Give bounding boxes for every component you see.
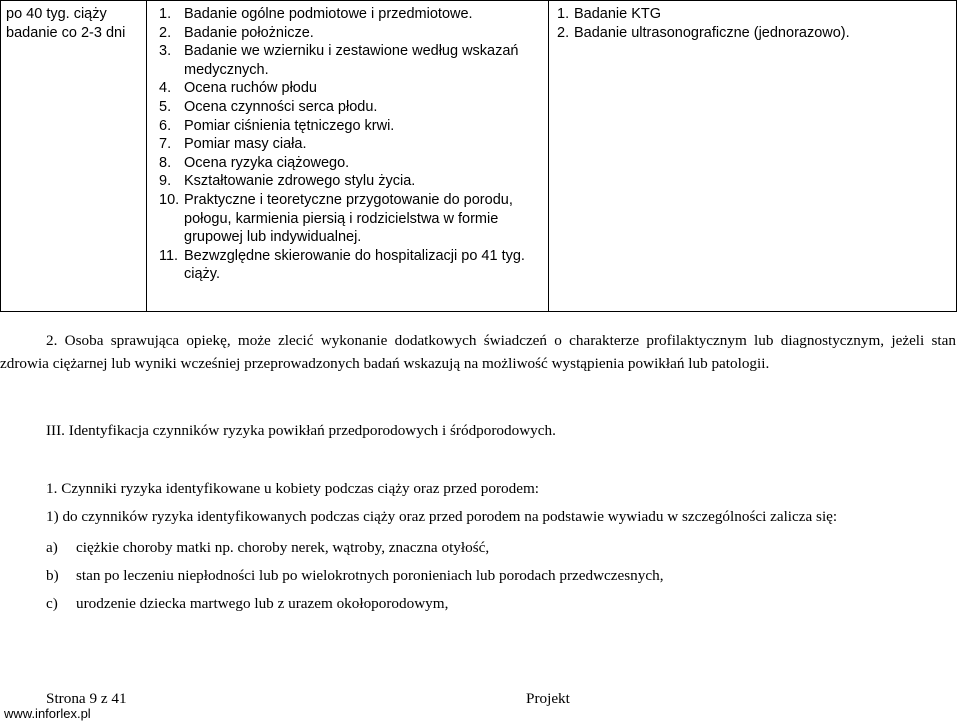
list-item: c) urodzenie dziecka martwego lub z urazem okołoporodowym, [46,595,449,612]
services-cell [147,1,549,312]
paragraph-1-1: 1) do czynników ryzyka identyfikowanych podczas ciąży oraz przed porodem na podstawie wywiadu w szczególności zalicza się: [46,508,838,525]
list-item: 11. Bezwzględne skierowanie do hospitalizacji po 41 tyg. ciąży. [159,247,525,283]
list-item: 7. Pomiar masy ciała. [159,136,307,153]
list-item: 1. Badanie ogólne podmiotowe i przedmiotowe. [159,6,473,22]
frequency-label: badanie co 2-3 dni [6,24,126,41]
exams-list [557,5,951,42]
care-schedule-table [0,0,957,312]
services-list [159,5,543,284]
period-cell [1,1,147,312]
list-item: a) ciężkie choroby matki np. choroby nerek, wątroby, znaczna otyłość, [46,539,490,556]
list-item: 6. Pomiar ciśnienia tętniczego krwi. [159,117,395,134]
list-item: 9. Kształtowanie zdrowego stylu życia. [159,173,416,190]
section-iii-heading: III. Identyfikacja czynników ryzyka powikłań przedporodowych i śródporodowych. [46,422,556,439]
list-item: 2. Badanie położnicze. [159,24,314,41]
list-item: 8. Ocena ryzyka ciążowego. [159,154,350,171]
paragraph-2: 2. Osoba sprawująca opiekę, może zlecić wykonanie dodatkowych świadczeń o charakterze profilaktycznym lub diagnostycznym, jeżeli stan zdrowia ciężarnej lub wyniki wcześniej przeprowadzonych badań wskazują na możliwość wystąpienia powikłań lub patologii. [0,332,956,372]
source-url: www.inforlex.pl [4,706,91,721]
list-item: 5. Ocena czynności serca płodu. [159,98,378,115]
exams-cell [549,1,957,312]
page-number: Strona 9 z 41 [46,690,127,707]
project-label: Projekt [526,690,570,707]
period-label: po 40 tyg. ciąży [6,6,107,22]
table-row [1,1,957,312]
list-item: b) stan po leczeniu niepłodności lub po wielokrotnych poronieniach lub porodach przedwczesnych, [46,567,664,584]
paragraph-1: 1. Czynniki ryzyka identyfikowane u kobiety podczas ciąży oraz przed porodem: [46,480,540,497]
list-item: 2. Badanie ultrasonograficzne (jednorazowo). [557,24,850,41]
list-item: 10. Praktyczne i teoretyczne przygotowanie do porodu, połogu, karmienia piersią i rodzicielstwa w formie grupowej lub indywidualnej. [159,191,513,246]
list-item: 4. Ocena ruchów płodu [159,80,317,97]
list-item: 1. Badanie KTG [557,6,662,22]
list-item: 3. Badanie we wzierniku i zestawione według wskazań medycznych. [159,43,519,78]
